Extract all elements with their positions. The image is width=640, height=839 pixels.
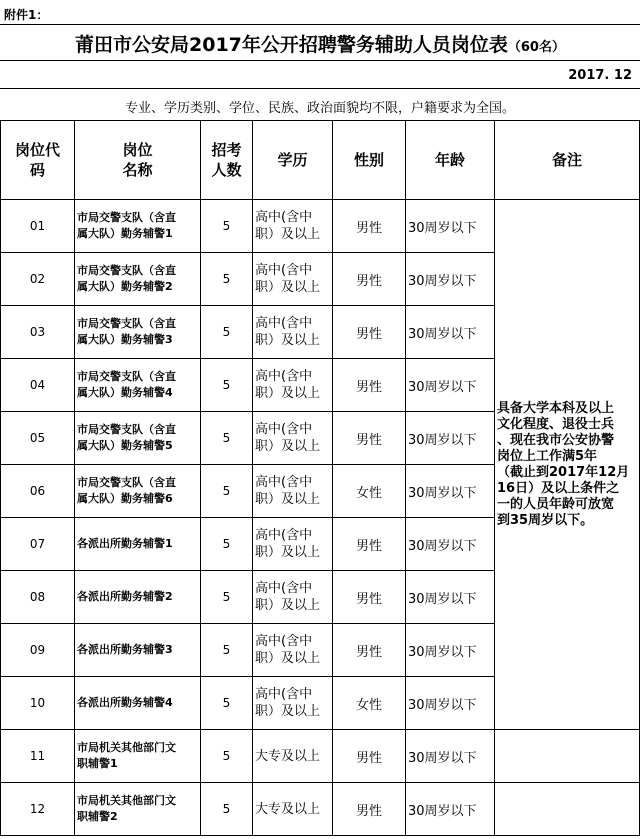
cell-code: 02 bbox=[1, 253, 75, 306]
cell-code: 03 bbox=[1, 306, 75, 359]
cell-position-name: 各派出所勤务辅警1 bbox=[75, 518, 201, 571]
cell-code: 11 bbox=[1, 730, 75, 783]
cell-education: 大专及以上 bbox=[253, 730, 333, 783]
cell-remark-empty bbox=[495, 783, 640, 836]
cell-sex: 男性 bbox=[333, 253, 406, 306]
cell-position-name: 市局交警支队（含直 属大队）勤务辅警1 bbox=[75, 200, 201, 253]
cell-count: 5 bbox=[201, 465, 253, 518]
header-edu: 学历 bbox=[253, 121, 333, 200]
cell-count: 5 bbox=[201, 253, 253, 306]
table-row bbox=[1, 730, 640, 783]
cell-count: 5 bbox=[201, 624, 253, 677]
table-row bbox=[1, 200, 640, 253]
requirements-note: 专业、学历类别、学位、民族、政治面貌均不限，户籍要求为全国。 bbox=[124, 101, 515, 116]
cell-education: 高中(含中 职）及以上 bbox=[253, 465, 333, 518]
cell-education: 高中(含中 职）及以上 bbox=[253, 571, 333, 624]
cell-count: 5 bbox=[201, 730, 253, 783]
cell-count: 5 bbox=[201, 200, 253, 253]
cell-age: 30周岁以下 bbox=[406, 253, 495, 306]
cell-education: 高中(含中 职）及以上 bbox=[253, 518, 333, 571]
attachment-label: 附件1： bbox=[4, 8, 49, 22]
cell-code: 09 bbox=[1, 624, 75, 677]
cell-position-name: 市局交警支队（含直 属大队）勤务辅警2 bbox=[75, 253, 201, 306]
cell-count: 5 bbox=[201, 783, 253, 836]
positions-table bbox=[0, 120, 640, 836]
cell-code: 05 bbox=[1, 412, 75, 465]
cell-education: 高中(含中 职）及以上 bbox=[253, 677, 333, 730]
cell-count: 5 bbox=[201, 306, 253, 359]
divider bbox=[0, 60, 640, 61]
cell-age: 30周岁以下 bbox=[406, 624, 495, 677]
cell-position-name: 市局交警支队（含直 属大队）勤务辅警3 bbox=[75, 306, 201, 359]
header-sex: 性别 bbox=[333, 121, 406, 200]
cell-code: 07 bbox=[1, 518, 75, 571]
cell-age: 30周岁以下 bbox=[406, 783, 495, 836]
cell-code: 01 bbox=[1, 200, 75, 253]
cell-sex: 男性 bbox=[333, 412, 406, 465]
cell-remark: 具备大学本科及以上 文化程度、退役士兵 、现在我市公安协警 岗位上工作满5年 （截止到2017年12月 16日）及以上条件之 一的人员年龄可放宽 到35周岁以下。 bbox=[495, 200, 640, 730]
cell-age: 30周岁以下 bbox=[406, 306, 495, 359]
cell-education: 高中(含中 职）及以上 bbox=[253, 624, 333, 677]
cell-education: 高中(含中 职）及以上 bbox=[253, 359, 333, 412]
cell-position-name: 市局交警支队（含直 属大队）勤务辅警6 bbox=[75, 465, 201, 518]
cell-education: 大专及以上 bbox=[253, 783, 333, 836]
cell-sex: 男性 bbox=[333, 200, 406, 253]
cell-education: 高中(含中 职）及以上 bbox=[253, 253, 333, 306]
cell-sex: 女性 bbox=[333, 465, 406, 518]
cell-remark-empty bbox=[495, 730, 640, 783]
cell-sex: 男性 bbox=[333, 730, 406, 783]
cell-age: 30周岁以下 bbox=[406, 571, 495, 624]
table-row bbox=[1, 783, 640, 836]
cell-position-name: 各派出所勤务辅警2 bbox=[75, 571, 201, 624]
cell-sex: 男性 bbox=[333, 571, 406, 624]
cell-age: 30周岁以下 bbox=[406, 412, 495, 465]
cell-position-name: 各派出所勤务辅警4 bbox=[75, 677, 201, 730]
cell-age: 30周岁以下 bbox=[406, 730, 495, 783]
title-text: 莆田市公安局2017年公开招聘警务辅助人员岗位表 bbox=[75, 34, 508, 56]
cell-position-name: 各派出所勤务辅警3 bbox=[75, 624, 201, 677]
cell-count: 5 bbox=[201, 571, 253, 624]
header-count: 招考 人数 bbox=[201, 121, 253, 200]
cell-code: 10 bbox=[1, 677, 75, 730]
cell-code: 12 bbox=[1, 783, 75, 836]
cell-count: 5 bbox=[201, 518, 253, 571]
cell-count: 5 bbox=[201, 412, 253, 465]
cell-sex: 男性 bbox=[333, 359, 406, 412]
header-code: 岗位代 码 bbox=[1, 121, 75, 200]
title-count: （60名） bbox=[507, 40, 565, 55]
cell-age: 30周岁以下 bbox=[406, 465, 495, 518]
cell-position-name: 市局机关其他部门文 职辅警2 bbox=[75, 783, 201, 836]
date-label: 2017. 12 bbox=[568, 68, 632, 83]
cell-age: 30周岁以下 bbox=[406, 200, 495, 253]
cell-code: 06 bbox=[1, 465, 75, 518]
cell-sex: 男性 bbox=[333, 783, 406, 836]
cell-sex: 男性 bbox=[333, 306, 406, 359]
cell-count: 5 bbox=[201, 677, 253, 730]
cell-age: 30周岁以下 bbox=[406, 518, 495, 571]
cell-education: 高中(含中 职）及以上 bbox=[253, 412, 333, 465]
cell-sex: 女性 bbox=[333, 677, 406, 730]
header-age: 年龄 bbox=[406, 121, 495, 200]
cell-count: 5 bbox=[201, 359, 253, 412]
cell-code: 04 bbox=[1, 359, 75, 412]
cell-position-name: 市局交警支队（含直 属大队）勤务辅警5 bbox=[75, 412, 201, 465]
divider bbox=[0, 88, 640, 89]
page-title bbox=[0, 30, 640, 57]
header-name: 岗位 名称 bbox=[75, 121, 201, 200]
cell-age: 30周岁以下 bbox=[406, 359, 495, 412]
cell-age: 30周岁以下 bbox=[406, 677, 495, 730]
cell-education: 高中(含中 职）及以上 bbox=[253, 200, 333, 253]
cell-position-name: 市局交警支队（含直 属大队）勤务辅警4 bbox=[75, 359, 201, 412]
cell-sex: 男性 bbox=[333, 624, 406, 677]
cell-education: 高中(含中 职）及以上 bbox=[253, 306, 333, 359]
table-header-row bbox=[1, 121, 640, 200]
cell-sex: 男性 bbox=[333, 518, 406, 571]
cell-code: 08 bbox=[1, 571, 75, 624]
divider bbox=[0, 24, 640, 25]
cell-position-name: 市局机关其他部门文 职辅警1 bbox=[75, 730, 201, 783]
header-remark: 备注 bbox=[495, 121, 640, 200]
